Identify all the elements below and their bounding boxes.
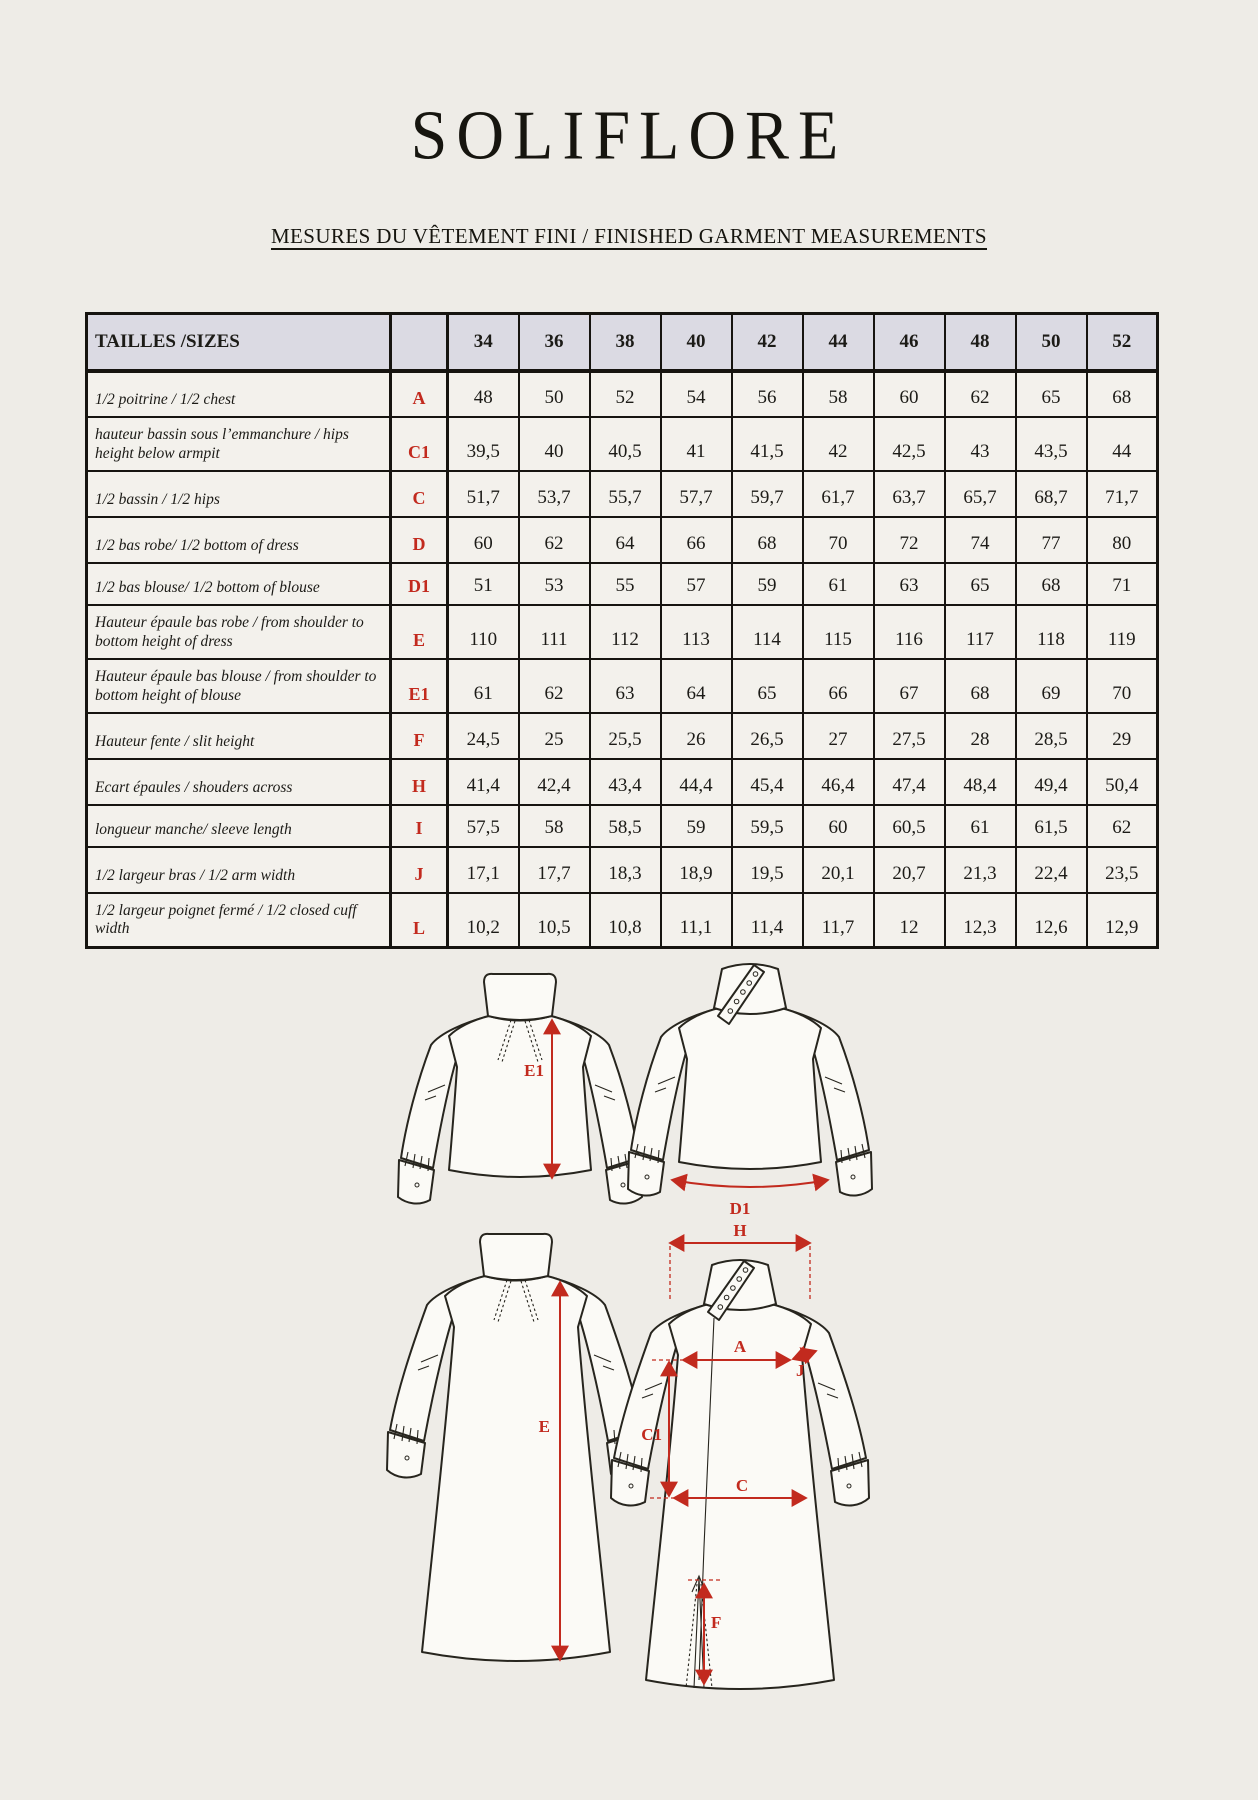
measurement-value: 115 [803,605,874,659]
measurement-value: 11,4 [732,893,803,947]
measurement-label: 1/2 bas blouse/ 1/2 bottom of blouse [87,563,391,605]
measurement-value: 60,5 [874,805,945,847]
measurement-value: 60 [874,371,945,417]
size-col-header: 48 [945,314,1016,372]
measurement-row [87,713,1158,759]
measurement-value: 111 [519,605,590,659]
measurement-value: 72 [874,517,945,563]
page-subtitle [0,224,1258,249]
measurement-value: 18,9 [661,847,732,893]
measurement-value: 12 [874,893,945,947]
measurement-value: 12,9 [1087,893,1158,947]
measurement-label: hauteur bassin sous l’emmanchure / hips height below armpit [87,417,391,471]
measurement-row [87,805,1158,847]
measurement-value: 10,5 [519,893,590,947]
measurement-value: 25,5 [590,713,661,759]
measurement-value: 29 [1087,713,1158,759]
measurement-label: 1/2 bassin / 1/2 hips [87,471,391,517]
measurement-value: 61,5 [1016,805,1087,847]
dress-back-drawing [387,1234,645,1661]
measurement-code: A [391,371,448,417]
measurement-value: 62 [519,659,590,713]
measurement-value: 19,5 [732,847,803,893]
measurement-value: 68 [1016,563,1087,605]
measurement-row [87,417,1158,471]
measurement-value: 43 [945,417,1016,471]
measurement-value: 23,5 [1087,847,1158,893]
measurement-value: 113 [661,605,732,659]
measurement-value: 70 [803,517,874,563]
measurement-code: E [391,605,448,659]
measurement-value: 71,7 [1087,471,1158,517]
measurement-value: 112 [590,605,661,659]
measure-label-d1: D1 [729,1199,751,1218]
measurement-value: 41,4 [448,759,519,805]
measurement-value: 40 [519,417,590,471]
measurement-value: 10,8 [590,893,661,947]
measurement-value: 61,7 [803,471,874,517]
measurement-label: Hauteur épaule bas robe / from shoulder to bottom height of dress [87,605,391,659]
measurement-row [87,517,1158,563]
measurement-value: 68 [945,659,1016,713]
measurement-value: 59 [661,805,732,847]
measurement-value: 58,5 [590,805,661,847]
measurement-value: 25 [519,713,590,759]
measurement-value: 42 [803,417,874,471]
measurement-value: 54 [661,371,732,417]
size-col-header: 46 [874,314,945,372]
measurement-value: 60 [803,805,874,847]
size-col-header: 36 [519,314,590,372]
measure-label-e1: E1 [524,1061,544,1080]
measurement-value: 17,1 [448,847,519,893]
measurement-value: 68 [1087,371,1158,417]
measurement-value: 47,4 [874,759,945,805]
size-col-header: 34 [448,314,519,372]
measurement-value: 64 [661,659,732,713]
dress-back-body [422,1276,610,1661]
measurement-value: 43,5 [1016,417,1087,471]
blouse-back-drawing [398,974,642,1204]
size-col-header: 52 [1087,314,1158,372]
measurement-value: 70 [1087,659,1158,713]
measurement-value: 11,7 [803,893,874,947]
measurement-value: 44,4 [661,759,732,805]
measurement-value: 41 [661,417,732,471]
measurement-value: 62 [519,517,590,563]
measurement-value: 59 [732,563,803,605]
size-col-header: 40 [661,314,732,372]
measurement-value: 28,5 [1016,713,1087,759]
measure-label-h: H [733,1221,747,1240]
sizes-header-label: TAILLES /SIZES [87,314,391,372]
measurement-value: 20,1 [803,847,874,893]
measurement-value: 61 [803,563,874,605]
measurement-value: 24,5 [448,713,519,759]
size-col-header: 42 [732,314,803,372]
measurement-value: 60 [448,517,519,563]
measurement-value: 52 [590,371,661,417]
measurement-label: Ecart épaules / shouders across [87,759,391,805]
measurement-value: 40,5 [590,417,661,471]
measurement-value: 18,3 [590,847,661,893]
measure-label-f: F [711,1613,722,1632]
measurement-value: 53,7 [519,471,590,517]
measurement-label: 1/2 bas robe/ 1/2 bottom of dress [87,517,391,563]
measure-label-e: E [538,1417,550,1436]
measurement-value: 65 [945,563,1016,605]
measurement-value: 117 [945,605,1016,659]
measurement-value: 43,4 [590,759,661,805]
measurement-value: 59,7 [732,471,803,517]
measurement-value: 44 [1087,417,1158,471]
measurement-label: 1/2 poitrine / 1/2 chest [87,371,391,417]
measurement-row [87,471,1158,517]
measurement-value: 62 [945,371,1016,417]
measurement-value: 61 [945,805,1016,847]
measurement-value: 48 [448,371,519,417]
blouse-back-body [449,1016,591,1177]
measurement-code: J [391,847,448,893]
measurement-value: 69 [1016,659,1087,713]
measurement-value: 114 [732,605,803,659]
measurement-value: 28 [945,713,1016,759]
size-col-header: 38 [590,314,661,372]
measurement-value: 49,4 [1016,759,1087,805]
measurement-value: 27 [803,713,874,759]
measurement-code: D1 [391,563,448,605]
measurement-value: 62 [1087,805,1158,847]
dress-front-drawing [611,1221,869,1689]
measurement-value: 66 [803,659,874,713]
measurement-value: 57,5 [448,805,519,847]
measurement-value: 12,6 [1016,893,1087,947]
size-col-header: 50 [1016,314,1087,372]
measurement-label: 1/2 largeur bras / 1/2 arm width [87,847,391,893]
measurement-value: 65,7 [945,471,1016,517]
measurement-value: 59,5 [732,805,803,847]
measurement-value: 65 [1016,371,1087,417]
measurement-value: 67 [874,659,945,713]
measurement-row [87,847,1158,893]
measurement-value: 61 [448,659,519,713]
measurement-row [87,659,1158,713]
blouse-front-drawing [628,964,872,1218]
measurement-value: 26 [661,713,732,759]
measurement-code: C [391,471,448,517]
measurement-value: 63 [590,659,661,713]
measurement-value: 20,7 [874,847,945,893]
measurement-value: 27,5 [874,713,945,759]
measurement-value: 53 [519,563,590,605]
measurement-row [87,893,1158,947]
measurement-code: D [391,517,448,563]
measurement-code: E1 [391,659,448,713]
measurement-value: 116 [874,605,945,659]
measurement-value: 118 [1016,605,1087,659]
measurement-value: 42,5 [874,417,945,471]
garment-technical-drawings [0,940,1258,1800]
measure-label-j: J [796,1361,805,1380]
measurement-value: 57,7 [661,471,732,517]
measurement-label: Hauteur épaule bas blouse / from shoulder to bottom height of blouse [87,659,391,713]
measurement-value: 55 [590,563,661,605]
measurement-value: 80 [1087,517,1158,563]
measurement-value: 50,4 [1087,759,1158,805]
size-table-header-row [87,314,1158,372]
measurement-value: 63,7 [874,471,945,517]
measurement-value: 11,1 [661,893,732,947]
page-subtitle-text: MESURES DU VÊTEMENT FINI / FINISHED GARMENT MEASUREMENTS [270,224,988,248]
measurement-value: 46,4 [803,759,874,805]
measurement-value: 66 [661,517,732,563]
measurement-value: 50 [519,371,590,417]
measurement-value: 68,7 [1016,471,1087,517]
measurement-row [87,371,1158,417]
measure-label-a: A [733,1337,747,1356]
measurement-value: 74 [945,517,1016,563]
measurement-value: 65 [732,659,803,713]
measurement-value: 39,5 [448,417,519,471]
measurement-value: 12,3 [945,893,1016,947]
measurement-row [87,759,1158,805]
size-table-body [87,371,1158,947]
size-col-header: 44 [803,314,874,372]
measurement-label: Hauteur fente / slit height [87,713,391,759]
measurement-value: 45,4 [732,759,803,805]
dress-front-body [646,1304,834,1689]
size-table [85,312,1159,949]
brand-title: SOLIFLORE [410,96,848,175]
measurement-value: 41,5 [732,417,803,471]
measure-label-c: C [735,1476,749,1495]
measurement-code: F [391,713,448,759]
measurement-value: 71 [1087,563,1158,605]
measurement-value: 119 [1087,605,1158,659]
measurement-value: 64 [590,517,661,563]
measurement-value: 51 [448,563,519,605]
measurement-code: I [391,805,448,847]
measurement-value: 58 [519,805,590,847]
measurement-value: 57 [661,563,732,605]
measurement-value: 58 [803,371,874,417]
measurement-value: 26,5 [732,713,803,759]
size-table-corner-cell [391,314,448,372]
measurement-value: 63 [874,563,945,605]
measurement-value: 68 [732,517,803,563]
measure-arrow-d1 [672,1180,828,1187]
measurement-value: 48,4 [945,759,1016,805]
measurement-value: 51,7 [448,471,519,517]
blouse-front-body [679,1008,821,1169]
measurement-value: 56 [732,371,803,417]
measurement-value: 22,4 [1016,847,1087,893]
measurement-row [87,605,1158,659]
measurement-row [87,563,1158,605]
measurement-value: 21,3 [945,847,1016,893]
measurement-value: 17,7 [519,847,590,893]
measurement-label: longueur manche/ sleeve length [87,805,391,847]
measurement-code: C1 [391,417,448,471]
measurement-code: H [391,759,448,805]
measurement-value: 10,2 [448,893,519,947]
measurement-value: 55,7 [590,471,661,517]
measurement-value: 42,4 [519,759,590,805]
measurement-label: 1/2 largeur poignet fermé / 1/2 closed cuff width [87,893,391,947]
measurement-value: 77 [1016,517,1087,563]
measurement-value: 110 [448,605,519,659]
measurement-code: L [391,893,448,947]
measure-label-c1: C1 [641,1425,662,1444]
